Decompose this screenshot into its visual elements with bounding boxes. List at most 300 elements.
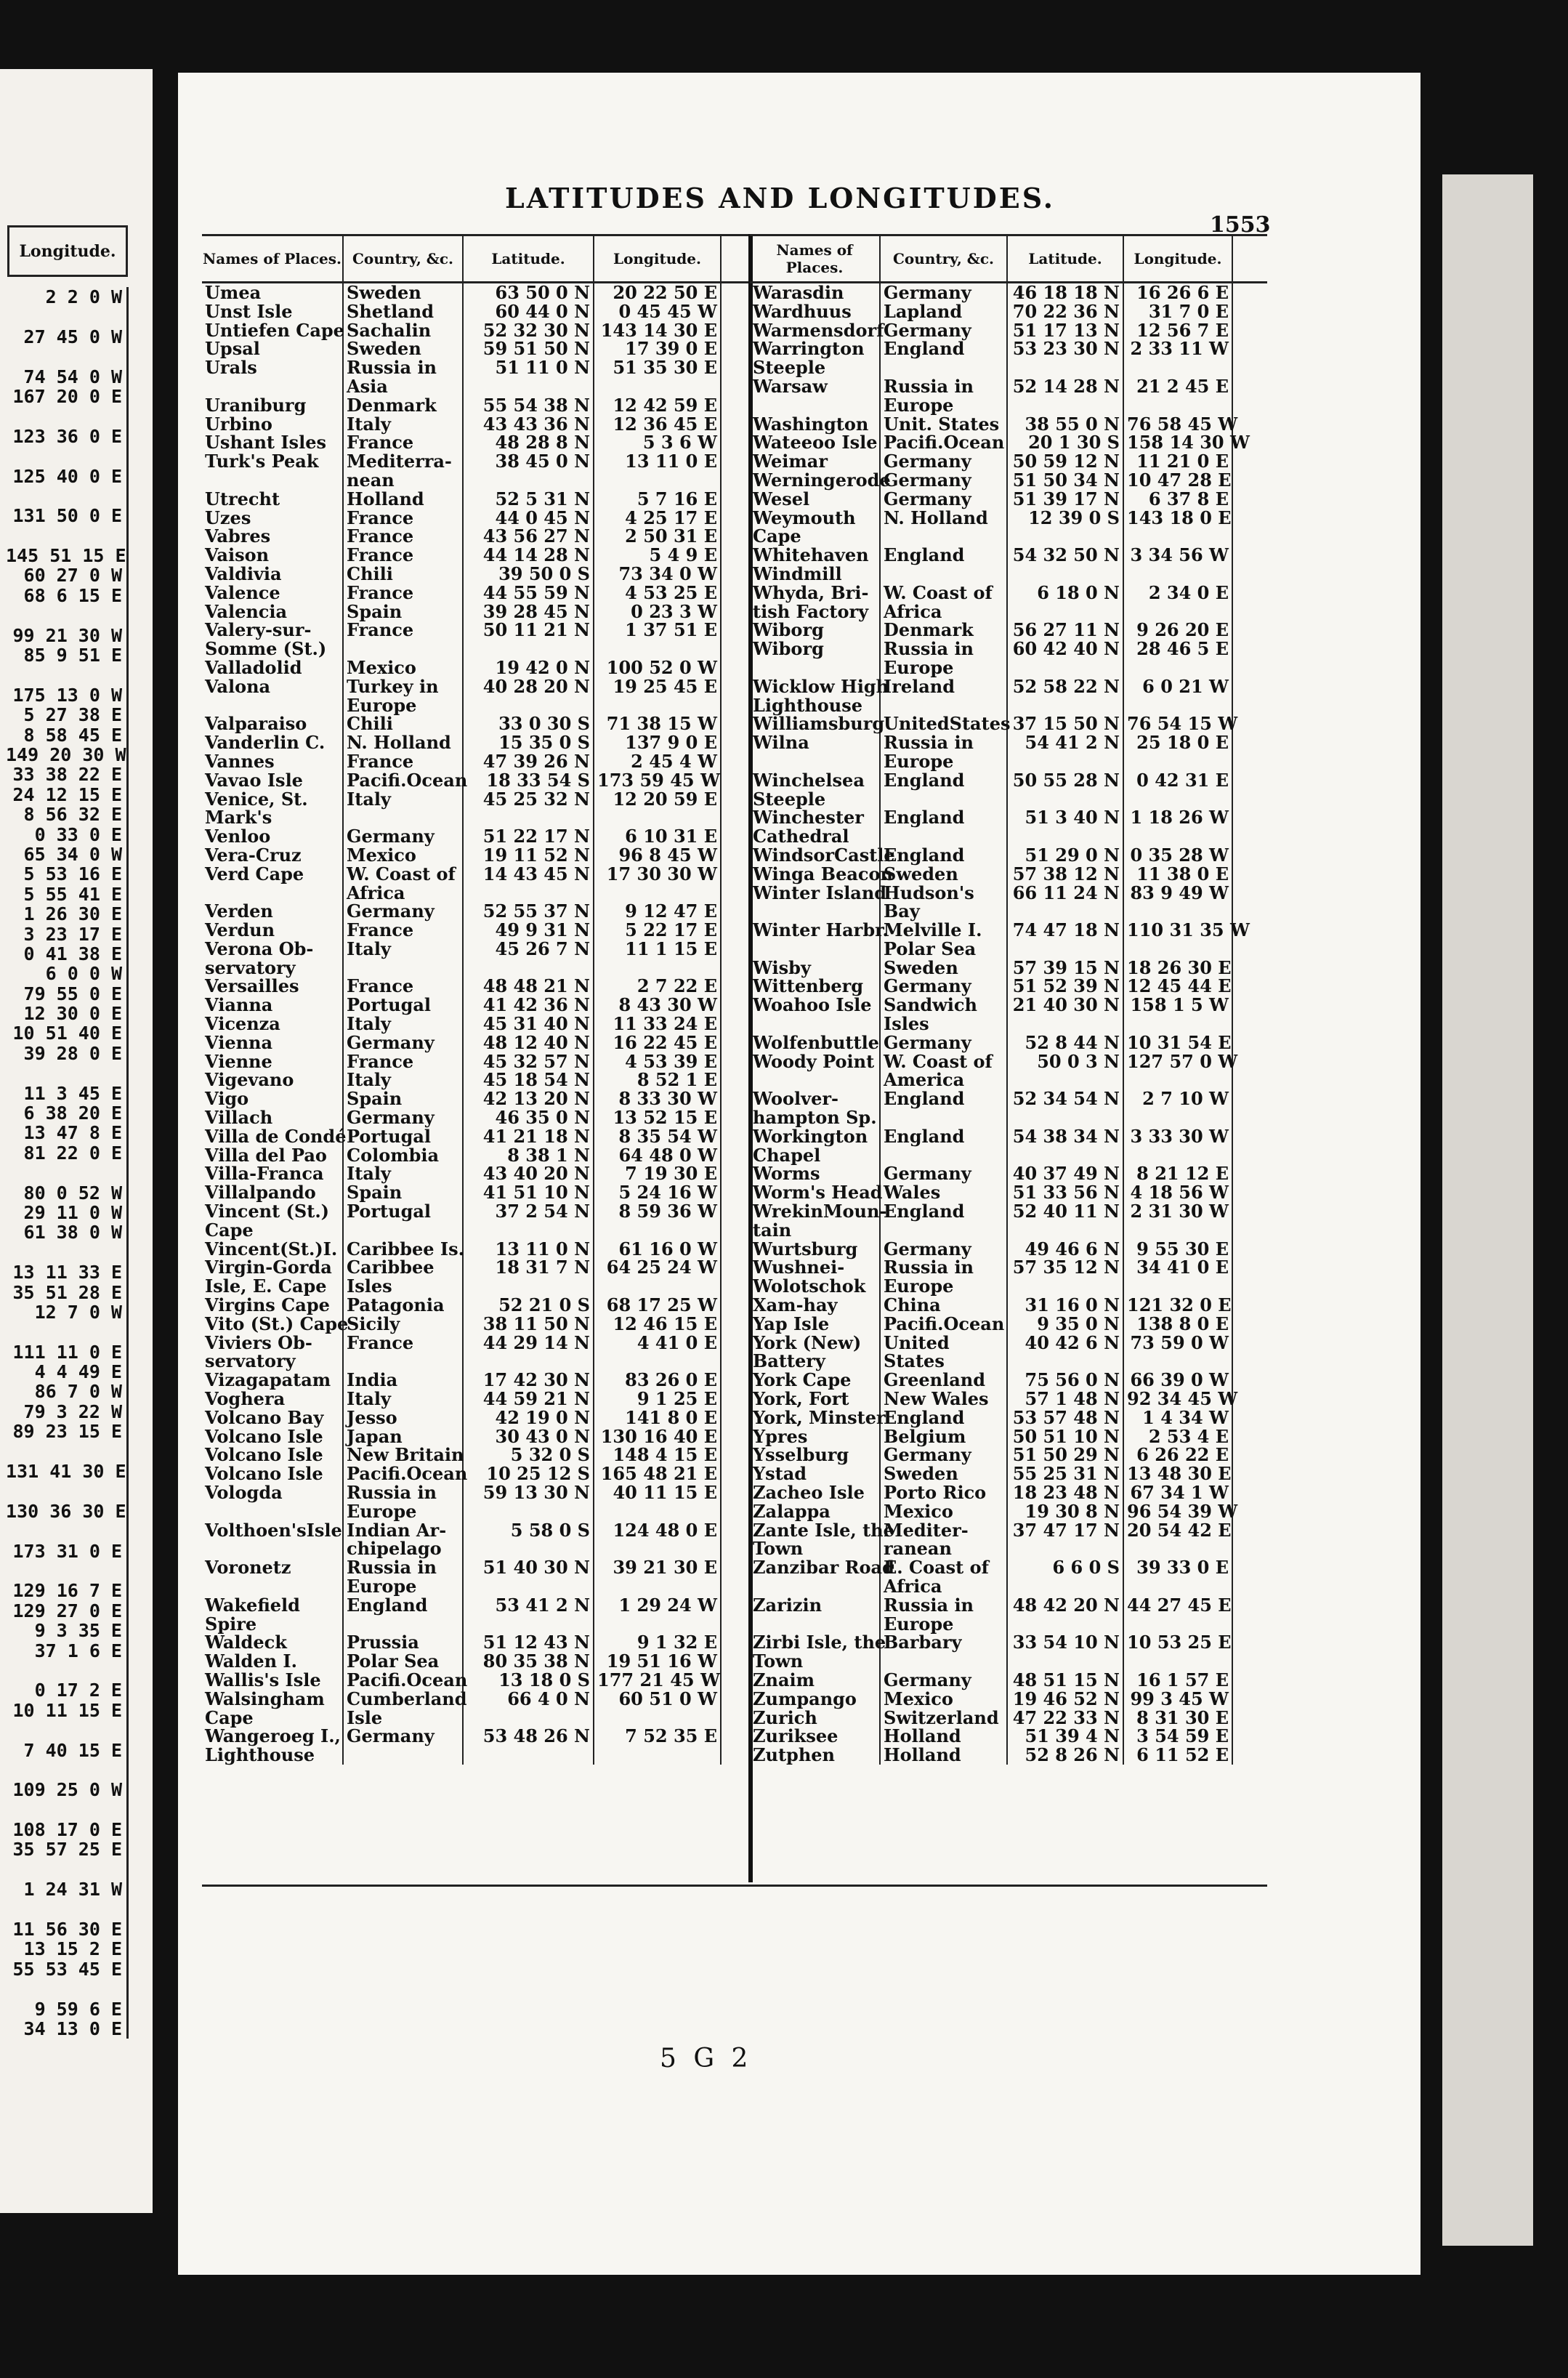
facing-longitude-value (6, 1561, 122, 1581)
place-name: Verd Cape (202, 865, 344, 884)
longitude-value: 2 31 30 W (1124, 1202, 1233, 1221)
place-name: Winga Beacon (750, 865, 881, 884)
page-number: 1553 (1210, 212, 1271, 238)
latitude-value (464, 1277, 594, 1296)
country-name: Portugal (344, 996, 464, 1015)
table-row (750, 846, 1267, 865)
place-name: Weymouth (750, 509, 881, 528)
longitude-value: 12 45 44 E (1124, 977, 1233, 996)
table-row (750, 1483, 1267, 1502)
table-row (202, 1296, 761, 1315)
latitude-value (1008, 527, 1124, 546)
table-row (202, 956, 761, 978)
facing-longitude-value (6, 1163, 122, 1182)
facing-longitude-value (6, 1243, 122, 1262)
country-name: England (881, 1089, 1008, 1108)
longitude-value: 177 21 45 W (594, 1671, 722, 1690)
latitude-value: 51 17 13 N (1008, 321, 1124, 340)
table-row (750, 1727, 1267, 1746)
facing-longitude-value: 125 40 0 E (12, 465, 122, 487)
latitude-value: 48 51 15 N (1008, 1671, 1124, 1690)
longitude-value: 61 16 0 W (594, 1240, 722, 1259)
place-name: Vaison (202, 546, 344, 565)
latitude-value: 19 11 52 N (464, 846, 594, 865)
country-name (881, 565, 1008, 584)
latitude-value (464, 884, 594, 903)
country-name: Germany (344, 1108, 464, 1127)
table-row (750, 1108, 1267, 1127)
longitude-value: 4 53 25 E (594, 584, 722, 602)
table-row (750, 752, 1267, 771)
table-row (202, 827, 761, 846)
place-name: Umea (202, 283, 344, 302)
facing-longitude-value (6, 665, 122, 685)
place-name: Wilna (750, 733, 881, 752)
country-name: Japan (344, 1427, 464, 1446)
facing-longitude-value: 24 12 15 E (12, 783, 122, 805)
longitude-value (594, 640, 722, 658)
latitude-value: 33 0 30 S (464, 714, 594, 733)
place-name: Voronetz (202, 1558, 344, 1577)
table-row (750, 902, 1267, 921)
longitude-value: 13 48 30 E (1124, 1464, 1233, 1483)
facing-longitude-value: 68 6 15 E (23, 584, 122, 606)
facing-longitude-value (6, 526, 122, 546)
country-name: Africa (344, 884, 464, 903)
longitude-value: 1 18 26 W (1124, 808, 1233, 827)
table-row (750, 509, 1267, 528)
facing-page-header: Longitude. (7, 225, 128, 277)
country-name: Russia in (344, 1558, 464, 1577)
facing-longitude-value (6, 605, 122, 625)
place-name: Workington (750, 1127, 881, 1146)
facing-longitude-value (6, 307, 122, 326)
longitude-value: 138 8 0 E (1124, 1315, 1233, 1334)
table-row (202, 509, 761, 528)
latitude-value (464, 1221, 594, 1240)
table-row (750, 581, 1267, 603)
latitude-value: 52 40 11 N (1008, 1202, 1124, 1221)
facing-longitude-value: 111 11 0 E (12, 1341, 122, 1363)
latitude-value (1008, 1146, 1124, 1165)
place-name: Wicklow High (750, 677, 881, 696)
table-row (202, 1052, 761, 1071)
facing-longitude-value: 131 50 0 E (12, 505, 122, 527)
latitude-value: 8 38 1 N (464, 1146, 594, 1165)
facing-longitude-value: 13 47 8 E (23, 1122, 122, 1144)
place-name: Warasdin (750, 283, 881, 302)
facing-longitude-value: 8 58 45 E (23, 724, 122, 746)
latitude-value (1008, 1071, 1124, 1089)
country-name: Caribbee (344, 1258, 464, 1277)
table-row (750, 321, 1267, 340)
place-name: Worm's Head (750, 1183, 881, 1202)
longitude-value: 2 7 10 W (1124, 1089, 1233, 1108)
table-row (750, 1706, 1267, 1728)
facing-longitude-value: 6 38 20 E (23, 1103, 122, 1124)
table-row (750, 1164, 1267, 1183)
longitude-value: 19 51 16 W (594, 1652, 722, 1671)
place-name: Wolotschok (750, 1277, 881, 1296)
table-row (750, 1052, 1267, 1071)
table-row (750, 865, 1267, 884)
table-row (202, 752, 761, 771)
country-name: Asia (344, 377, 464, 396)
latitude-value: 39 50 0 S (464, 565, 594, 584)
country-name: Germany (881, 321, 1008, 340)
country-name: Europe (344, 696, 464, 715)
table-row (202, 471, 761, 490)
latitude-value: 46 18 18 N (1008, 283, 1124, 302)
longitude-value: 17 30 30 W (594, 865, 722, 884)
longitude-value: 19 25 45 E (594, 677, 722, 696)
place-name (750, 658, 881, 677)
table-row (750, 1296, 1267, 1315)
longitude-value: 165 48 21 E (594, 1464, 722, 1483)
latitude-value: 38 11 50 N (464, 1315, 594, 1334)
facing-longitude-value (6, 1900, 122, 1919)
table-row (750, 921, 1267, 940)
table-row (202, 921, 761, 940)
facing-longitude-value: 65 34 0 W (23, 843, 122, 865)
facing-longitude-value: 85 9 51 E (23, 645, 122, 666)
place-name: Virgins Cape (202, 1296, 344, 1315)
latitude-value: 6 18 0 N (1008, 584, 1124, 602)
table-row (202, 1671, 761, 1690)
latitude-value: 44 14 28 N (464, 546, 594, 565)
longitude-value: 96 54 39 W (1124, 1502, 1233, 1521)
facing-longitude-value: 61 38 0 W (23, 1222, 122, 1244)
longitude-value: 11 21 0 E (1124, 452, 1233, 471)
facing-longitude-value (6, 1979, 122, 1999)
table-row (750, 1071, 1267, 1089)
latitude-value (1008, 602, 1124, 621)
table-row (750, 339, 1267, 358)
place-name (202, 1502, 344, 1521)
country-name: Mexico (881, 1690, 1008, 1709)
country-name: Italy (344, 1015, 464, 1033)
latitude-value: 37 15 50 N (1008, 714, 1124, 733)
country-name: England (881, 1408, 1008, 1427)
longitude-value (594, 1746, 722, 1765)
place-name: Vienne (202, 1052, 344, 1071)
table-row (750, 808, 1267, 827)
table-row (750, 1221, 1267, 1240)
latitude-value: 48 42 20 N (1008, 1596, 1124, 1615)
longitude-value: 2 50 31 E (594, 527, 722, 546)
country-name: Colombia (344, 1146, 464, 1165)
country-name: Portugal (344, 1127, 464, 1146)
latitude-value (464, 1502, 594, 1521)
country-name (344, 1746, 464, 1765)
table-row (202, 1577, 761, 1596)
longitude-value (1124, 940, 1233, 959)
country-name: Europe (881, 1615, 1008, 1634)
country-name (344, 959, 464, 978)
table-row (750, 1240, 1267, 1259)
country-name: England (881, 1127, 1008, 1146)
place-name: Verden (202, 902, 344, 921)
longitude-value: 158 1 5 W (1124, 996, 1233, 1015)
latitude-value: 66 11 24 N (1008, 884, 1124, 903)
facing-longitude-value: 129 16 7 E (12, 1580, 122, 1602)
latitude-value: 51 50 34 N (1008, 471, 1124, 490)
place-name: Wisby (750, 959, 881, 978)
place-name: Wurtsburg (750, 1240, 881, 1259)
facing-longitude-value: 35 51 28 E (12, 1281, 122, 1303)
place-name: Wushnei- (750, 1258, 881, 1277)
latitude-value: 39 28 45 N (464, 602, 594, 621)
facing-longitude-value: 99 21 30 W (12, 624, 122, 646)
longitude-value: 6 0 21 W (1124, 677, 1233, 696)
country-name: Sicily (344, 1315, 464, 1334)
table-row (750, 956, 1267, 978)
longitude-value: 83 26 0 E (594, 1371, 722, 1390)
latitude-value: 40 28 20 N (464, 677, 594, 696)
longitude-value: 34 41 0 E (1124, 1258, 1233, 1277)
place-name: Winchester (750, 808, 881, 827)
longitude-value: 10 47 28 E (1124, 471, 1233, 490)
table-row (750, 546, 1267, 565)
latitude-value: 51 40 30 N (464, 1558, 594, 1577)
place-name: Cathedral (750, 827, 881, 846)
longitude-value (1124, 658, 1233, 677)
country-name: W. Coast of (344, 865, 464, 884)
longitude-value (1124, 1146, 1233, 1165)
country-name: Germany (881, 1164, 1008, 1183)
facing-longitude-value: 9 59 6 E (34, 1998, 122, 2020)
place-name: Vianna (202, 996, 344, 1015)
facing-longitude-value (6, 486, 122, 506)
longitude-value: 2 34 0 E (1124, 584, 1233, 602)
table-row (202, 1746, 761, 1765)
country-name: Denmark (881, 621, 1008, 640)
latitude-value: 52 34 54 N (1008, 1089, 1124, 1108)
place-name: Valdivia (202, 565, 344, 584)
place-name: Winchelsea (750, 771, 881, 790)
country-name: Holland (344, 490, 464, 509)
country-name: France (344, 977, 464, 996)
place-name: Vologda (202, 1483, 344, 1502)
table-row (202, 1315, 761, 1334)
longitude-value (594, 1709, 722, 1728)
facing-longitude-value: 0 17 2 E (34, 1680, 122, 1701)
place-name: Wardhuus (750, 302, 881, 321)
place-name: Town (750, 1652, 881, 1671)
latitude-value: 52 8 26 N (1008, 1746, 1124, 1765)
place-name: Zirbi Isle, the (750, 1633, 881, 1652)
table-row (750, 1558, 1267, 1577)
latitude-value: 59 51 50 N (464, 339, 594, 358)
country-name: Germany (881, 1671, 1008, 1690)
latitude-value: 55 54 38 N (464, 396, 594, 415)
table-row (750, 1408, 1267, 1427)
country-name: Indian Ar- (344, 1521, 464, 1540)
place-name: Wesel (750, 490, 881, 509)
table-row (202, 1352, 761, 1371)
place-name: Winter Harbr. (750, 921, 881, 940)
table-row (750, 1127, 1267, 1146)
longitude-value: 17 39 0 E (594, 339, 722, 358)
longitude-value: 16 22 45 E (594, 1033, 722, 1052)
facing-longitude-value: 108 17 0 E (12, 1819, 122, 1841)
country-name: Ireland (881, 677, 1008, 696)
country-name: Russia in (881, 1596, 1008, 1615)
table-row (202, 940, 761, 959)
country-name: England (881, 846, 1008, 865)
table-row (202, 658, 761, 677)
country-name (344, 640, 464, 658)
longitude-value (1124, 1015, 1233, 1033)
table-row (202, 602, 761, 621)
country-name: Chili (344, 714, 464, 733)
latitude-value: 51 33 56 N (1008, 1183, 1124, 1202)
longitude-value: 5 22 17 E (594, 921, 722, 940)
latitude-value: 60 42 40 N (1008, 640, 1124, 658)
place-name: Vabres (202, 527, 344, 546)
country-name (881, 1146, 1008, 1165)
place-name: Zuriksee (750, 1727, 881, 1746)
place-name: Wolfenbuttle (750, 1033, 881, 1052)
longitude-value: 20 54 42 E (1124, 1521, 1233, 1540)
country-name: Pacifi.Ocean (881, 433, 1008, 452)
place-name: Cape (202, 1221, 344, 1240)
country-name: chipelago (344, 1539, 464, 1558)
table-row (202, 415, 761, 434)
longitude-value (1124, 1577, 1233, 1596)
table-row (750, 452, 1267, 471)
longitude-value: 39 33 0 E (1124, 1558, 1233, 1577)
latitude-value: 66 4 0 N (464, 1690, 594, 1709)
place-name: Villach (202, 1108, 344, 1127)
header-longitude: Longitude. (1124, 236, 1233, 281)
place-name: Untiefen Cape (202, 321, 344, 340)
latitude-value: 50 55 28 N (1008, 771, 1124, 790)
longitude-value: 9 26 20 E (1124, 621, 1233, 640)
table-row (202, 1015, 761, 1033)
place-name: Cape (202, 1709, 344, 1728)
longitude-value: 3 33 30 W (1124, 1127, 1233, 1146)
country-name: Mexico (881, 1502, 1008, 1521)
place-name: Vigevano (202, 1071, 344, 1089)
facing-longitude-value (6, 1760, 122, 1780)
table-right (750, 234, 1267, 1887)
place-name (750, 1615, 881, 1634)
table-row (750, 1521, 1267, 1540)
table-row (202, 1183, 761, 1202)
longitude-value (594, 1502, 722, 1521)
country-name: France (344, 1334, 464, 1353)
country-name: Isles (881, 1015, 1008, 1033)
country-name: Mediter- (881, 1521, 1008, 1540)
facing-longitude-value: 12 7 0 W (34, 1301, 122, 1323)
latitude-value: 55 25 31 N (1008, 1464, 1124, 1483)
latitude-value: 53 41 2 N (464, 1596, 594, 1615)
place-name: Werningerode (750, 471, 881, 490)
place-name: Vincent(St.)I. (202, 1240, 344, 1259)
latitude-value: 44 0 45 N (464, 509, 594, 528)
header-latitude: Latitude. (464, 236, 594, 281)
place-name: servatory (202, 959, 344, 978)
place-name: Worms (750, 1164, 881, 1183)
book-edge (1442, 174, 1533, 2246)
latitude-value: 13 18 0 S (464, 1671, 594, 1690)
header-country: Country, &c. (881, 236, 1008, 281)
facing-longitude-value: 130 36 30 E (6, 1500, 126, 1522)
country-name: Italy (344, 790, 464, 809)
country-name: Porto Rico (881, 1483, 1008, 1502)
country-name (881, 790, 1008, 809)
latitude-value: 75 56 0 N (1008, 1371, 1124, 1390)
latitude-value: 21 40 30 N (1008, 996, 1124, 1015)
table-row (202, 452, 761, 471)
latitude-value: 51 52 39 N (1008, 977, 1124, 996)
facing-longitude-value: 8 56 32 E (23, 804, 122, 826)
place-name: Vito (St.) Cape (202, 1315, 344, 1334)
longitude-value: 12 20 59 E (594, 790, 722, 809)
table-row (750, 1015, 1267, 1033)
table-row (750, 677, 1267, 696)
table-row (202, 396, 761, 415)
latitude-value: 5 32 0 S (464, 1446, 594, 1464)
country-name: Russia in (881, 733, 1008, 752)
table-row (750, 1671, 1267, 1690)
latitude-value (1008, 1615, 1124, 1634)
place-name: Walden I. (202, 1652, 344, 1671)
table-row (750, 1371, 1267, 1390)
longitude-value: 2 53 4 E (1124, 1427, 1233, 1446)
country-name: Unit. States (881, 415, 1008, 434)
place-name: Isle, E. Cape (202, 1277, 344, 1296)
country-name: Russia in (881, 377, 1008, 396)
table-row (750, 996, 1267, 1015)
facing-longitude-value: 149 20 30 W (6, 743, 126, 765)
facing-longitude-value (6, 1442, 122, 1462)
facing-longitude-value: 7 40 15 E (23, 1739, 122, 1761)
place-name: Znaim (750, 1671, 881, 1690)
place-name: Steeple (750, 790, 881, 809)
country-name: Russia in (344, 1483, 464, 1502)
latitude-value: 19 30 8 N (1008, 1502, 1124, 1521)
place-name: Villa del Pao (202, 1146, 344, 1165)
country-name: Europe (881, 658, 1008, 677)
country-name: Greenland (881, 1371, 1008, 1390)
latitude-value: 43 43 36 N (464, 415, 594, 434)
facing-longitude-value: 145 51 15 E (6, 545, 126, 567)
country-name: Germany (881, 452, 1008, 471)
table-row (202, 1483, 761, 1502)
country-name: Caribbee Is. (344, 1240, 464, 1259)
facing-longitude-value: 60 27 0 W (23, 565, 122, 587)
facing-longitude-value: 27 45 0 W (23, 326, 122, 347)
latitude-value (1008, 902, 1124, 921)
table-body (202, 283, 761, 1765)
facing-longitude-value: 34 13 0 E (23, 2018, 122, 2039)
latitude-value (1008, 396, 1124, 415)
country-name: France (344, 546, 464, 565)
country-name: England (881, 808, 1008, 827)
table-row (202, 1164, 761, 1183)
facing-longitude-value: 29 11 0 W (23, 1201, 122, 1223)
place-name: Valencia (202, 602, 344, 621)
latitude-value: 45 25 32 N (464, 790, 594, 809)
country-name (881, 358, 1008, 377)
longitude-value: 2 7 22 E (594, 977, 722, 996)
country-name: Jesso (344, 1408, 464, 1427)
country-name: Germany (344, 902, 464, 921)
table-row (202, 1464, 761, 1483)
longitude-value (1124, 565, 1233, 584)
